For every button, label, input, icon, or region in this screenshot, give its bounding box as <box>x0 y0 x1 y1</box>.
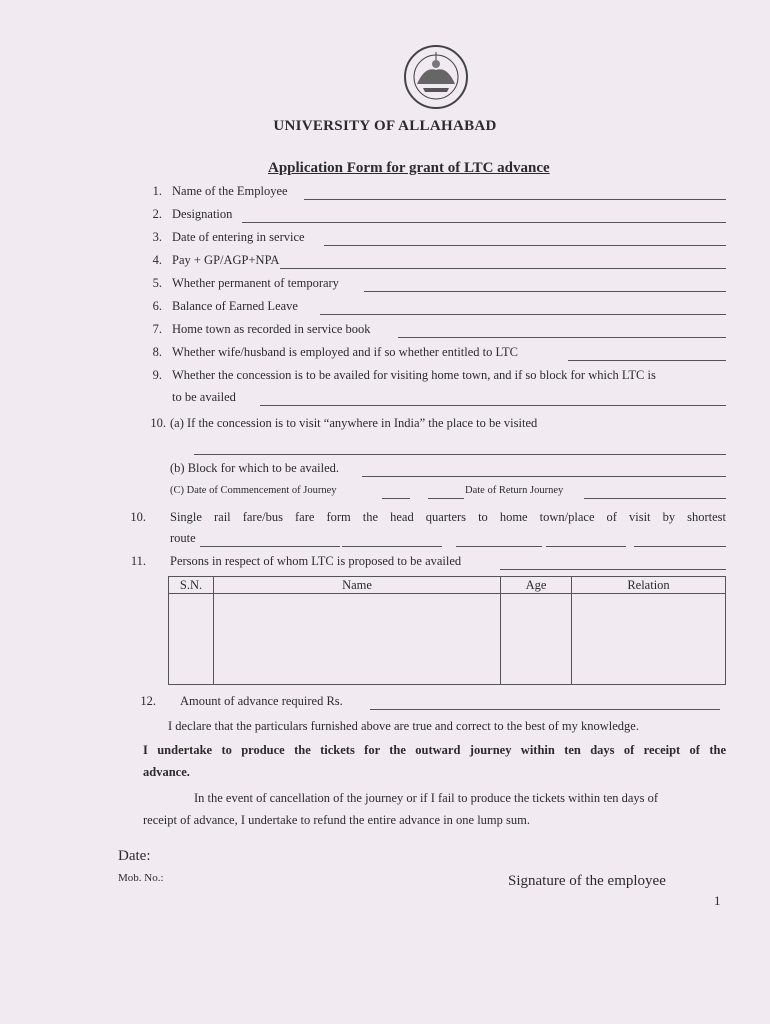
field-label: Persons in respect of whom LTC is proposed to be availed <box>170 554 462 568</box>
field-label-cont: to be availed <box>172 390 236 404</box>
relation-cell[interactable] <box>572 594 726 685</box>
declaration-text: I declare that the particulars furnished above are true and correct to the best of my knowledge. <box>168 719 639 733</box>
fare-input-line-2[interactable] <box>342 546 442 547</box>
fare-input-line-5[interactable] <box>634 546 726 547</box>
undertaking-text-cont: advance. <box>143 765 190 779</box>
cancellation-text: In the event of cancellation of the journey or if I fail to produce the tickets within ten days of <box>194 791 659 805</box>
university-name: UNIVERSITY OF ALLAHABAD <box>273 118 497 134</box>
mobile-label: Mob. No.: <box>118 872 164 884</box>
field-label: (b) Block for which to be availed. <box>170 461 340 475</box>
name-cell[interactable] <box>214 594 501 685</box>
field-label: Date of entering in service <box>172 230 305 244</box>
field-label: Whether permanent of temporary <box>172 276 339 290</box>
service-date-input-line[interactable] <box>324 245 726 246</box>
field-label: Amount of advance required Rs. <box>180 694 343 708</box>
field-number: 6. <box>152 299 162 313</box>
block-input-line[interactable] <box>362 476 726 477</box>
table-row <box>169 594 726 685</box>
permanent-temporary-input-line[interactable] <box>364 291 726 292</box>
field-number: 10. <box>150 416 166 430</box>
place-visited-input-line[interactable] <box>194 454 726 455</box>
page-number: 1 <box>714 893 721 908</box>
table-header-row <box>169 577 726 594</box>
field-number: 4. <box>152 253 162 267</box>
undertaking-text: I undertake to produce the tickets for the outward journey within ten days of receipt of the <box>143 743 726 757</box>
field-number: 10. <box>130 510 146 524</box>
pay-input-line[interactable] <box>280 268 726 269</box>
field-number: 3. <box>152 230 162 244</box>
commencement-date-input-line[interactable] <box>382 498 410 499</box>
field-number: 9. <box>152 368 162 382</box>
name-input-line[interactable] <box>304 199 726 200</box>
field-number: 8. <box>152 345 162 359</box>
persons-input-line[interactable] <box>500 569 726 570</box>
field-number: 11. <box>130 554 146 568</box>
cancellation-text-cont: receipt of advance, I undertake to refund the entire advance in one lump sum. <box>143 813 530 827</box>
column-header-relation: Relation <box>572 577 726 594</box>
return-date-input-line[interactable] <box>584 498 726 499</box>
persons-table <box>168 576 726 685</box>
field-label: Designation <box>172 207 233 221</box>
field-number: 7. <box>152 322 162 336</box>
sn-cell[interactable] <box>169 594 214 685</box>
column-header-sn: S.N. <box>169 577 214 594</box>
field-label: Pay + GP/AGP+NPA <box>172 253 280 267</box>
field-label: Home town as recorded in service book <box>172 322 371 336</box>
field-label: Single rail fare/bus fare form the head quarters to home town/place of visit by shortest <box>170 510 726 524</box>
field-number: 1. <box>152 184 162 198</box>
column-header-age: Age <box>501 577 572 594</box>
commencement-date-input-line-2[interactable] <box>428 498 464 499</box>
field-label: (C) Date of Commencement of Journey <box>170 485 337 496</box>
designation-input-line[interactable] <box>242 222 726 223</box>
field-label: (a) If the concession is to visit “anywhere in India” the place to be visited <box>170 416 538 430</box>
date-label: Date: <box>118 848 151 864</box>
fare-input-line-3[interactable] <box>456 546 542 547</box>
field-number: 12. <box>140 694 156 708</box>
field-label: Balance of Earned Leave <box>172 299 298 313</box>
spouse-ltc-input-line[interactable] <box>568 360 726 361</box>
field-label: Whether wife/husband is employed and if so whether entitled to LTC <box>172 345 518 359</box>
age-cell[interactable] <box>501 594 572 685</box>
signature-label: Signature of the employee <box>508 873 666 889</box>
earned-leave-input-line[interactable] <box>320 314 726 315</box>
field-label: Name of the Employee <box>172 184 288 198</box>
column-header-name: Name <box>214 577 501 594</box>
form-title: Application Form for grant of LTC advance <box>268 160 550 176</box>
home-town-input-line[interactable] <box>398 337 726 338</box>
block-ltc-input-line[interactable] <box>260 405 726 406</box>
field-number: 2. <box>152 207 162 221</box>
field-label: Whether the concession is to be availed for visiting home town, and if so block for which LTC is <box>172 368 656 382</box>
fare-input-line-1[interactable] <box>200 546 340 547</box>
university-seal-icon <box>403 44 469 110</box>
fare-input-line-4[interactable] <box>546 546 626 547</box>
field-label-cont: route <box>170 531 196 545</box>
field-number: 5. <box>152 276 162 290</box>
field-label: Date of Return Journey <box>465 485 564 496</box>
advance-amount-input-line[interactable] <box>370 709 720 710</box>
